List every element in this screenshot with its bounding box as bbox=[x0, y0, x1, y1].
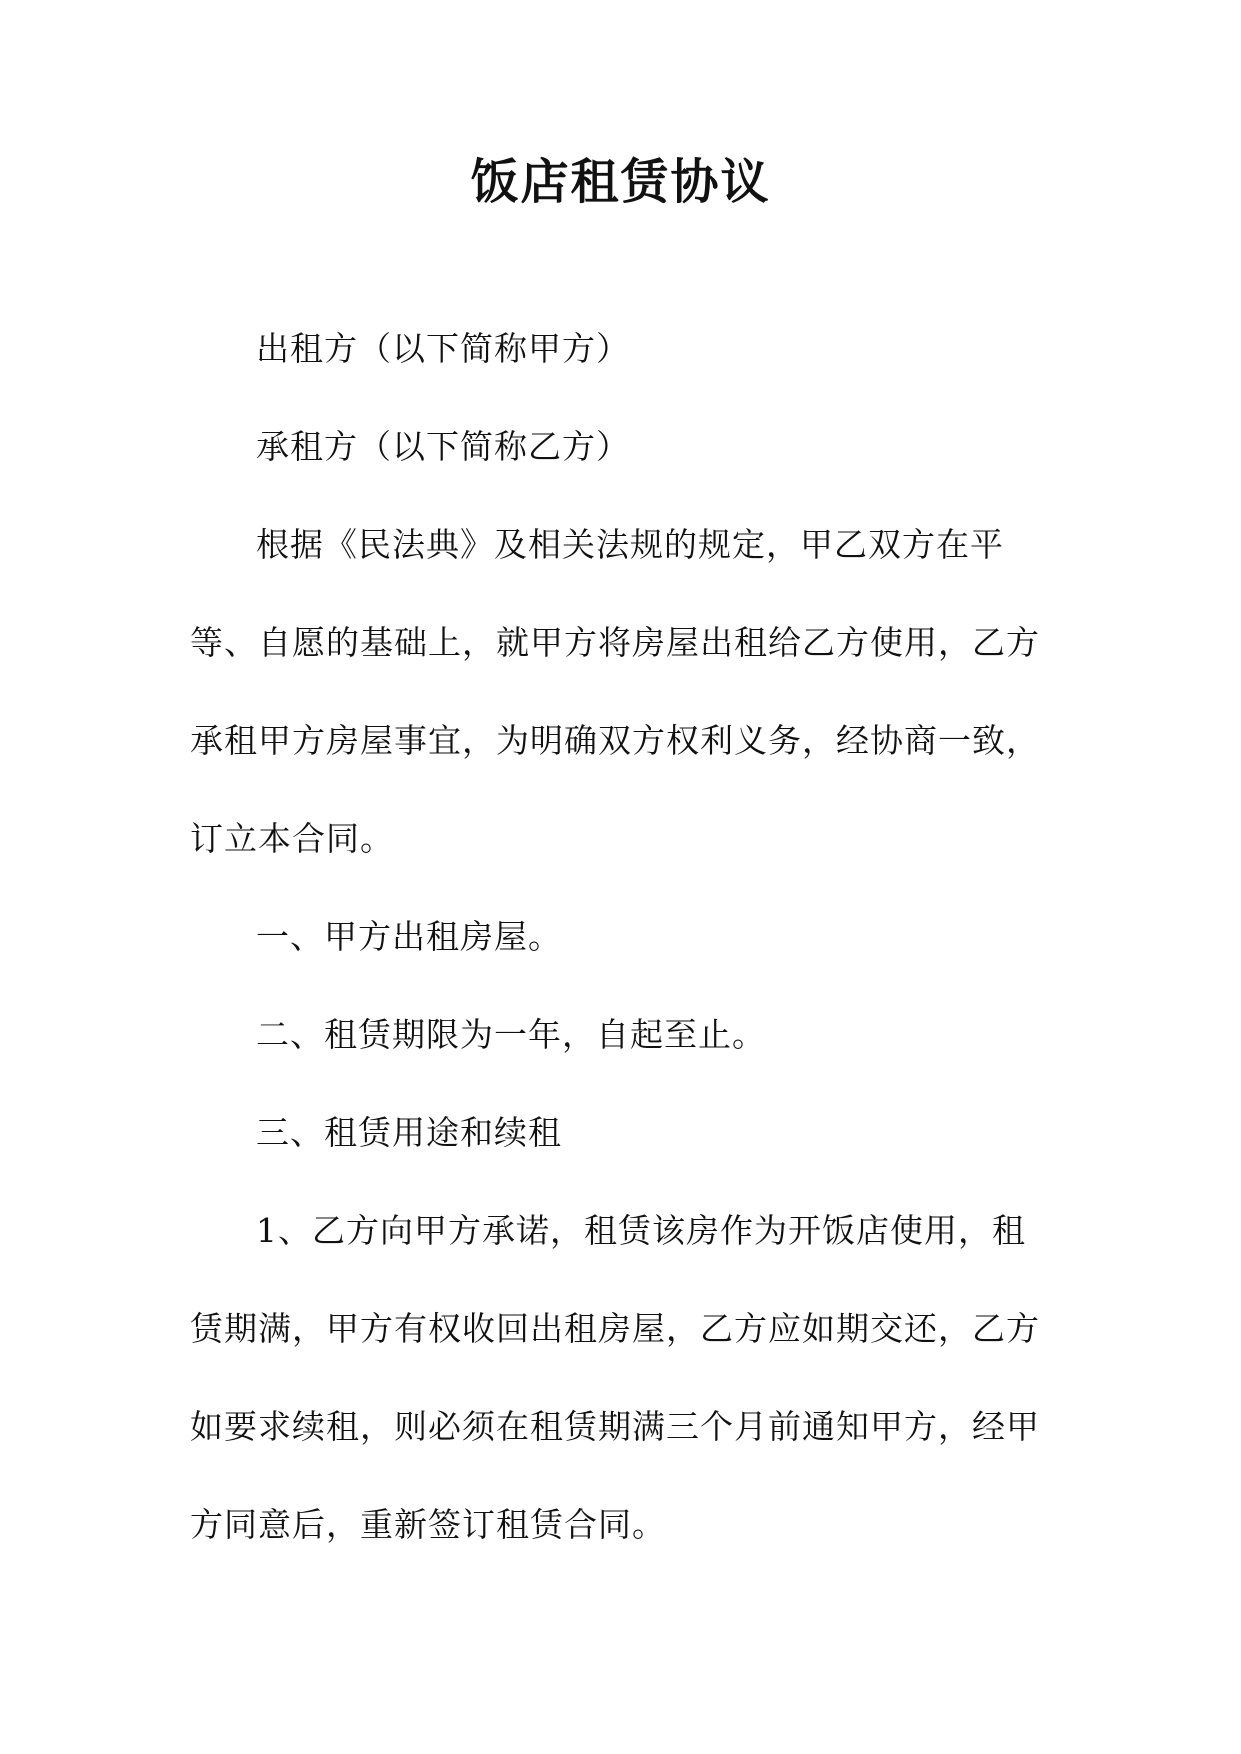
paragraph-preamble: 根据《民法典》及相关法规的规定，甲乙双方在平等、自愿的基础上，就甲方将房屋出租给乙方使用，乙方承租甲方房屋事宜，为明确双方权利义务，经协商一致，订立本合同。 bbox=[190, 525, 1040, 858]
paragraph-lessee: 承租方（以下简称乙方） bbox=[256, 427, 630, 466]
paragraph-clause-2: 二、租赁期限为一年，自起至止。 bbox=[256, 1015, 766, 1054]
paragraph-clause-3-item-1: 1、乙方向甲方承诺，租赁该房作为开饭店使用，租赁期满，甲方有权收回出租房屋，乙方应如期交还，乙方如要求续租，则必须在租赁期满三个月前通知甲方，经甲方同意后，重新签订租赁合同。 bbox=[190, 1211, 1040, 1544]
document-body bbox=[190, 300, 1050, 1574]
paragraph-lessor: 出租方（以下简称甲方） bbox=[256, 329, 630, 368]
document-title: 饭店租赁协议 bbox=[470, 154, 771, 210]
paragraph-clause-1: 一、甲方出租房屋。 bbox=[256, 917, 562, 956]
paragraph-clause-3-heading: 三、租赁用途和续租 bbox=[256, 1113, 562, 1152]
